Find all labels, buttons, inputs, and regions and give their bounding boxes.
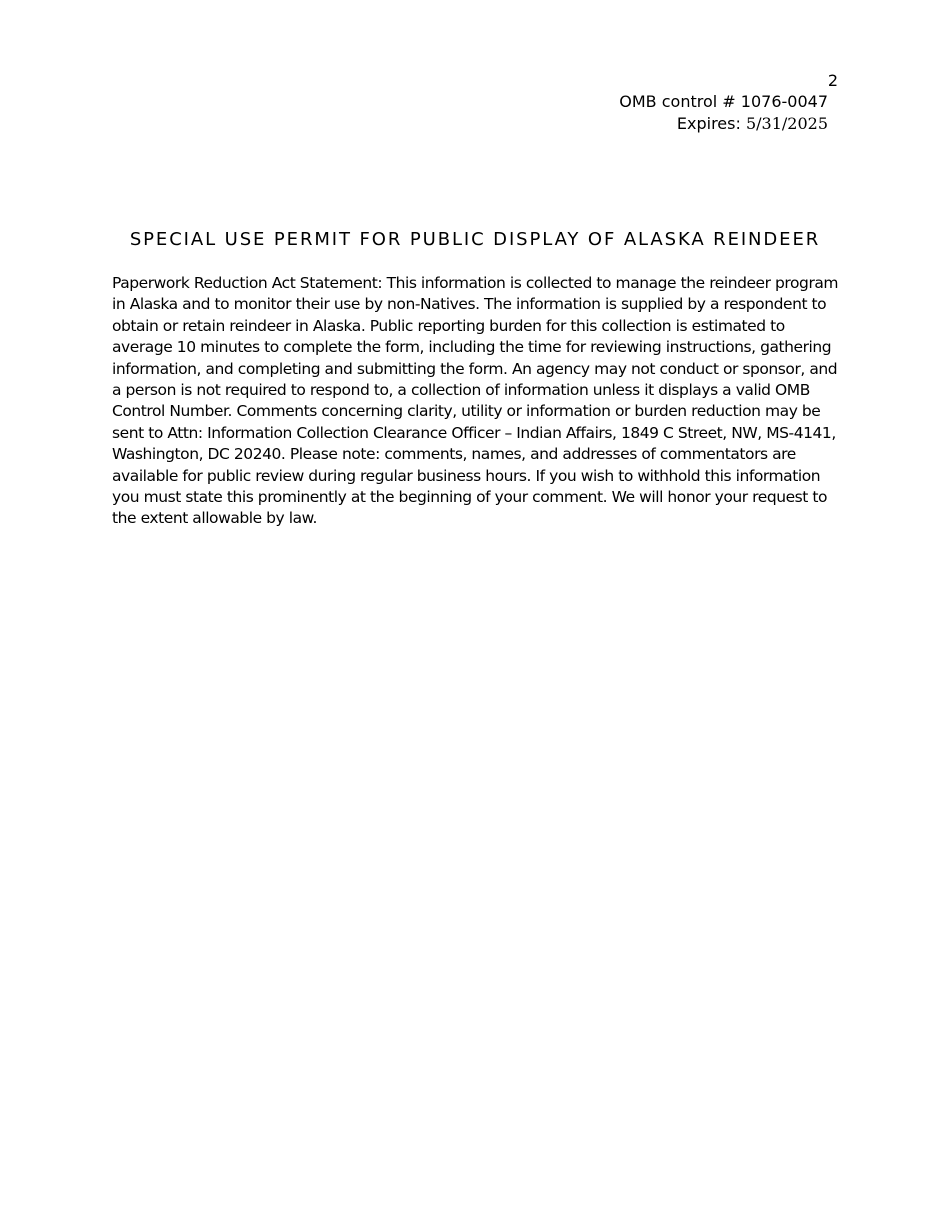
document-title: SPECIAL USE PERMIT FOR PUBLIC DISPLAY OF ALASKA REINDEER bbox=[129, 229, 821, 250]
expiration-line bbox=[619, 113, 828, 135]
expires-date: 5/31/2025 bbox=[745, 114, 828, 133]
page-number: 2 bbox=[827, 71, 838, 90]
expires-label: Expires: bbox=[676, 114, 746, 133]
paperwork-reduction-act-statement: Paperwork Reduction Act Statement: This information is collected to manage the reindeer program in Alaska and to monitor their use by non-Natives. The information is supplied by a respondent to obtain or retain reindeer in Alaska. Public reporting burden for this collection is estimated to average 10 minutes to complete the form, including the time for reviewing instructions, gathering information, and completing and submitting the form. An agency may not conduct or sponsor, and a person is not required to respond to, a collection of information unless it displays a valid OMB Control Number. Comments concerning clarity, utility or information or burden reduction may be sent to Attn: Information Collection Clearance Officer – Indian Affairs, 1849 C Street, NW, MS-4141, Washington, DC 20240. Please note: comments, names, and addresses of commentators are available for public review during regular business hours. If you wish to withhold this information you must state this prominently at the beginning of your comment. We will honor your request to the extent allowable by law. bbox=[112, 274, 839, 528]
omb-header bbox=[619, 91, 828, 135]
omb-control-number: OMB control # 1076-0047 bbox=[619, 92, 828, 111]
